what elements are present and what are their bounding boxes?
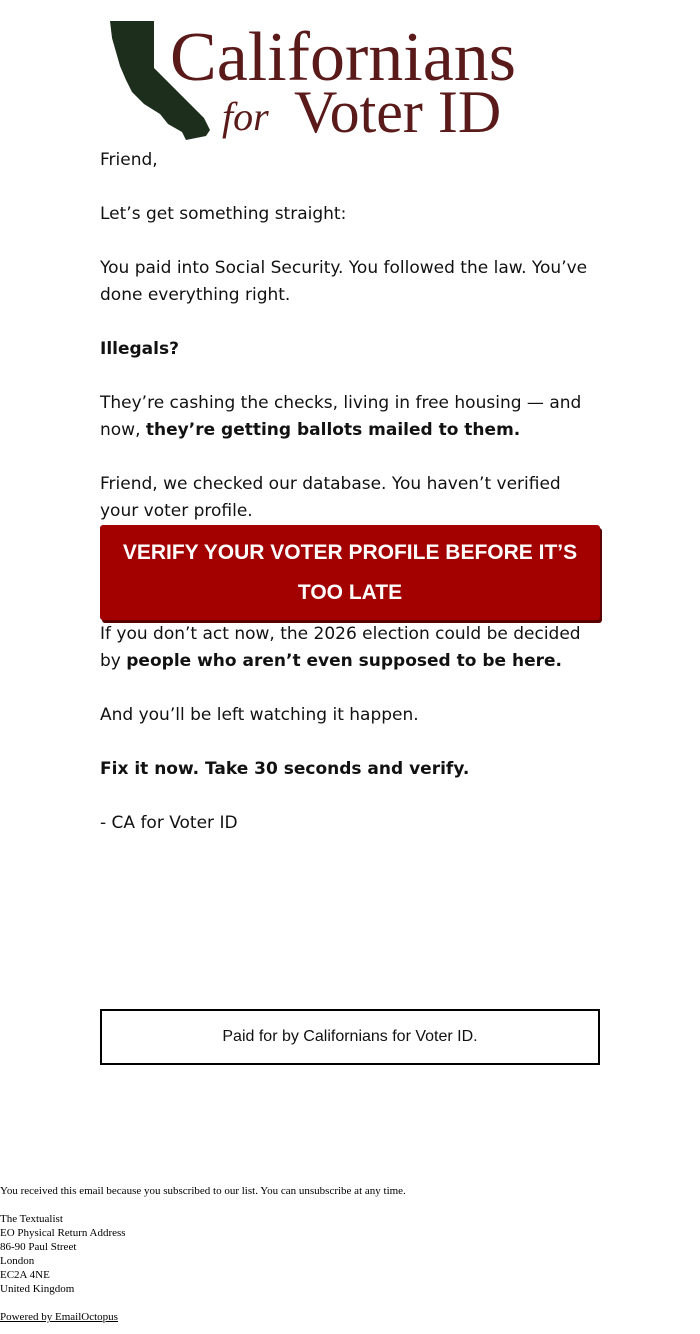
paid-for-disclaimer (100, 1009, 600, 1065)
signature: - CA for Voter ID (100, 813, 238, 833)
verify-profile-button[interactable] (100, 525, 600, 620)
address-line: EO Physical Return Address (0, 1227, 126, 1239)
paragraph-5: Friend, we checked our database. You haven’t verified your voter profile. (100, 474, 561, 521)
paragraph-7: And you’ll be left watching it happen. (100, 705, 419, 725)
address-line: United Kingdom (0, 1283, 75, 1295)
logo-line2: Voter ID (294, 79, 502, 142)
paragraph-1: Let’s get something straight: (100, 204, 347, 224)
address-line: London (0, 1255, 35, 1267)
paragraph-3: Illegals? (100, 339, 179, 359)
paragraph-4-text: They’re cashing the checks, living in free housing — and now, (100, 393, 582, 440)
mailing-address (0, 1212, 700, 1296)
paragraph-2: You paid into Social Security. You followed the law. You’ve done everything right. (100, 258, 588, 305)
address-line: The Textualist (0, 1213, 63, 1225)
paragraph-4 (100, 390, 600, 444)
email-body-top (100, 147, 600, 525)
greeting: Friend, (100, 150, 158, 170)
address-line: EC2A 4NE (0, 1269, 50, 1281)
paragraph-8: Fix it now. Take 30 seconds and verify. (100, 759, 470, 779)
subscription-notice: You received this email because you subscribed to our list. You can unsubscribe at any time. (0, 1185, 406, 1197)
email-body-bottom (100, 621, 600, 864)
brand-logo (108, 18, 592, 142)
paragraph-6-bold: people who aren’t even supposed to be here. (126, 651, 562, 671)
paragraph-6-text: If you don’t act now, the 2026 election could be decided by (100, 624, 581, 671)
logo-line1: Californians (170, 19, 517, 96)
paid-for-text: Paid for by Californians for Voter ID. (222, 1028, 478, 1045)
paragraph-6 (100, 621, 600, 675)
logo-for: for (222, 94, 269, 139)
powered-by-link[interactable]: Powered by EmailOctopus (0, 1311, 118, 1323)
paragraph-4-bold: they’re getting ballots mailed to them. (145, 420, 521, 440)
address-line: 86-90 Paul Street (0, 1241, 77, 1253)
email-footer (0, 1184, 700, 1324)
verify-profile-button-label: VERIFY YOUR VOTER PROFILE BEFORE IT’S TOO LATE (122, 540, 578, 604)
